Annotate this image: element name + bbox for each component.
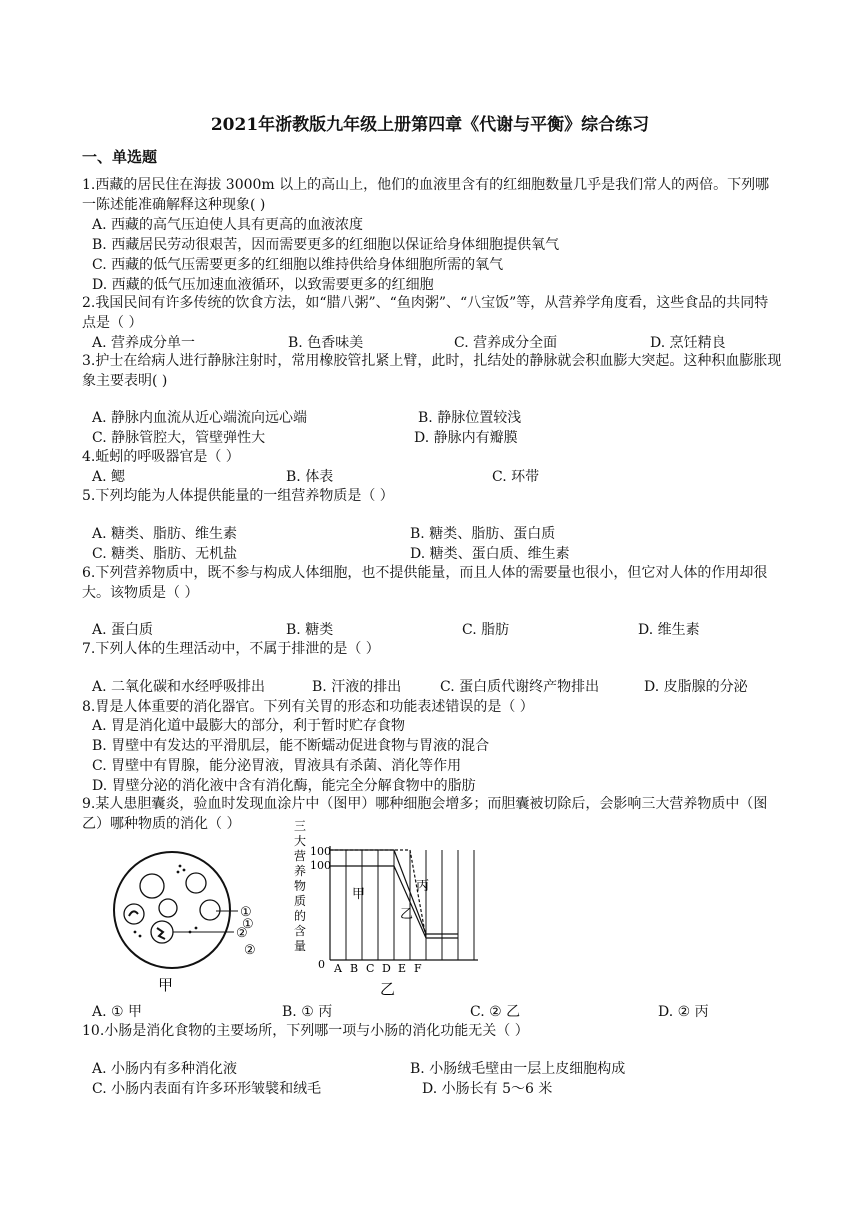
platelet — [177, 871, 180, 874]
q3-option-d[interactable]: D. 静脉内有瓣膜 — [414, 430, 518, 446]
q3-option-a[interactable]: A. 静脉内血流从近心端流向远心端 — [92, 410, 308, 426]
q5-option-d[interactable]: D. 糖类、蛋白质、维生素 — [410, 546, 570, 562]
q4-option-b[interactable]: B. 体表 — [286, 469, 334, 485]
figure-yi-caption: 乙 — [380, 980, 396, 998]
question-4-stem: 4.蚯蚓的呼吸器官是（ ） — [82, 449, 240, 465]
y-axis-label-char: 的 — [294, 909, 307, 923]
section-heading: 一、单选题 — [82, 148, 158, 166]
q9-option-d[interactable]: D. ② 丙 — [658, 1004, 709, 1020]
y-axis-label-char: 质 — [294, 894, 307, 908]
q1-option-a[interactable]: A. 西藏的高气压迫使人具有更高的血液浓度 — [92, 217, 364, 233]
q4-option-a[interactable]: A. 鳃 — [92, 469, 126, 485]
q4-option-c[interactable]: C. 环带 — [492, 469, 540, 485]
series-label-yi: 乙 — [400, 907, 414, 922]
q3-option-b[interactable]: B. 静脉位置较浅 — [418, 410, 522, 426]
figure-jia-caption: 甲 — [158, 976, 174, 994]
q10-option-d[interactable]: D. 小肠长有 5～6 米 — [422, 1081, 553, 1097]
q7-option-b[interactable]: B. 汗液的排出 — [312, 679, 402, 695]
chart-area — [294, 819, 478, 998]
q2-option-b[interactable]: B. 色香味美 — [288, 335, 364, 351]
y-tick-label: 100 — [310, 859, 331, 872]
x-tick-label: D — [382, 962, 391, 975]
q1-option-c[interactable]: C. 西藏的低气压需要更多的红细胞以维持供给身体细胞所需的氧气 — [92, 257, 504, 273]
y-tick-label: 0 — [318, 958, 325, 971]
platelet — [179, 865, 182, 868]
platelet — [134, 931, 137, 934]
q1-option-b[interactable]: B. 西藏居民劳动很艰苦，因而需要更多的红细胞以保证给身体细胞提供氧气 — [92, 237, 560, 253]
label-2: ② — [236, 926, 248, 941]
y-axis-label-char: 物 — [294, 879, 307, 893]
q8-option-a[interactable]: A. 胃是消化道中最膨大的部分，利于暂时贮存食物 — [92, 718, 406, 734]
q5-option-a[interactable]: A. 糖类、脂肪、维生素 — [92, 526, 238, 542]
q10-option-b[interactable]: B. 小肠绒毛壁由一层上皮细胞构成 — [410, 1061, 626, 1077]
label-1: ① — [240, 905, 252, 920]
q7-option-d[interactable]: D. 皮脂腺的分泌 — [644, 679, 748, 695]
question-10-stem: 10.小肠是消化食物的主要场所，下列哪一项与小肠的消化功能无关（ ） — [82, 1023, 529, 1039]
q1-option-d[interactable]: D. 西藏的低气压加速血液循环，以致需要更多的红细胞 — [92, 277, 434, 293]
series-label-bing: 丙 — [416, 879, 430, 894]
y-axis-label-char: 营 — [294, 849, 307, 863]
q3-option-c[interactable]: C. 静脉管腔大，管壁弹性大 — [92, 430, 266, 446]
x-tick-label: C — [366, 962, 375, 975]
platelet — [139, 935, 142, 938]
platelet — [183, 869, 186, 872]
y-axis-label-char: 三 — [294, 819, 307, 833]
series-label-jia: 甲 — [352, 887, 366, 902]
q7-option-a[interactable]: A. 二氧化碳和水经呼吸排出 — [92, 679, 266, 695]
red-cell — [186, 873, 206, 893]
y-tick-label: 100 — [310, 845, 331, 858]
smear-outline — [114, 852, 230, 968]
q2-option-d[interactable]: D. 烹饪精良 — [650, 335, 726, 351]
q2-option-a[interactable]: A. 营养成分单一 — [92, 335, 196, 351]
white-cell-nucleus — [157, 928, 165, 939]
q2-option-c[interactable]: C. 营养成分全面 — [454, 335, 558, 351]
question-5-stem: 5.下列均能为人体提供能量的一组营养物质是（ ） — [82, 488, 394, 504]
q7-option-c[interactable]: C. 蛋白质代谢终产物排出 — [440, 679, 600, 695]
q10-option-c[interactable]: C. 小肠内表面有许多环形皱襞和绒毛 — [92, 1081, 322, 1097]
question-7-stem: 7.下列人体的生理活动中，不属于排泄的是（ ） — [82, 641, 380, 657]
q9-option-a[interactable]: A. ① 甲 — [92, 1004, 143, 1020]
q6-option-d[interactable]: D. 维生素 — [638, 622, 700, 638]
red-cell — [159, 899, 177, 917]
question-6-stem: 6.下列营养物质中，既不参与构成人体细胞，也不提供能量，而且人体的需要量也很小，但它对人体的作用却很大。该物质是（ ） — [82, 565, 768, 601]
platelet — [195, 927, 198, 930]
q10-option-a[interactable]: A. 小肠内有多种消化液 — [92, 1061, 238, 1077]
page-title: 2021年浙教版九年级上册第四章《代谢与平衡》综合练习 — [210, 115, 650, 135]
blood-smear-figure — [100, 848, 270, 998]
red-cell — [200, 900, 220, 920]
red-cell — [140, 874, 164, 898]
q5-option-b[interactable]: B. 糖类、脂肪、蛋白质 — [410, 526, 556, 542]
q8-option-c[interactable]: C. 胃壁中有胃腺，能分泌胃液，胃液具有杀菌、消化等作用 — [92, 758, 462, 774]
question-3-stem: 3.护士在给病人进行静脉注射时，常用橡胶管扎紧上臂，此时，扎结处的静脉就会积血膨大突起。这种积血膨胀现象主要表明( ) — [82, 353, 782, 389]
question-8-stem: 8.胃是人体重要的消化器官。下列有关胃的形态和功能表述错误的是（ ） — [82, 699, 534, 715]
question-1-stem: 1.西藏的居民住在海拔 3000m 以上的高山上，他们的血液里含有的红细胞数量几乎是我们常人的两倍。下列哪一陈述能准确解释这种现象( ) — [82, 177, 770, 213]
y-axis-label-char: 量 — [294, 939, 307, 953]
q8-option-d[interactable]: D. 胃壁分泌的消化液中含有消化酶，能完全分解食物中的脂肪 — [92, 778, 476, 794]
x-tick-label: B — [350, 962, 359, 975]
q6-option-c[interactable]: C. 脂肪 — [462, 622, 510, 638]
question-9-stem: 9.某人患胆囊炎，验血时发现血涂片中（图甲）哪种细胞会增多；而胆囊被切除后，会影响三大营养物质中（图乙）哪种物质的消化（ ） — [82, 796, 768, 832]
q8-option-b[interactable]: B. 胃壁中有发达的平滑肌层，能不断蠕动促进食物与胃液的混合 — [92, 738, 490, 754]
y-axis-label-char: 含 — [294, 924, 307, 938]
q6-option-b[interactable]: B. 糖类 — [286, 622, 334, 638]
y-axis-label-char: 大 — [294, 834, 307, 848]
white-cell-nucleus — [129, 911, 138, 916]
white-cell — [124, 904, 144, 924]
y-axis-label-char: 养 — [294, 864, 307, 878]
q9-option-b[interactable]: B. ① 丙 — [282, 1004, 333, 1020]
label-1-repeat: ① — [242, 917, 254, 932]
label-2-repeat: ② — [244, 943, 256, 958]
question-2-stem: 2.我国民间有许多传统的饮食方法，如“腊八粥”、“鱼肉粥”、“八宝饭”等，从营养学角度看，这些食品的共同特点是（ ） — [82, 295, 769, 331]
x-tick-label: A — [334, 962, 342, 975]
x-tick-label: E — [398, 962, 407, 975]
q6-option-a[interactable]: A. 蛋白质 — [92, 622, 154, 638]
q9-option-c[interactable]: C. ② 乙 — [470, 1004, 521, 1020]
x-tick-label: F — [414, 962, 422, 975]
q5-option-c[interactable]: C. 糖类、脂肪、无机盐 — [92, 546, 238, 562]
digestion-chart — [290, 818, 500, 998]
